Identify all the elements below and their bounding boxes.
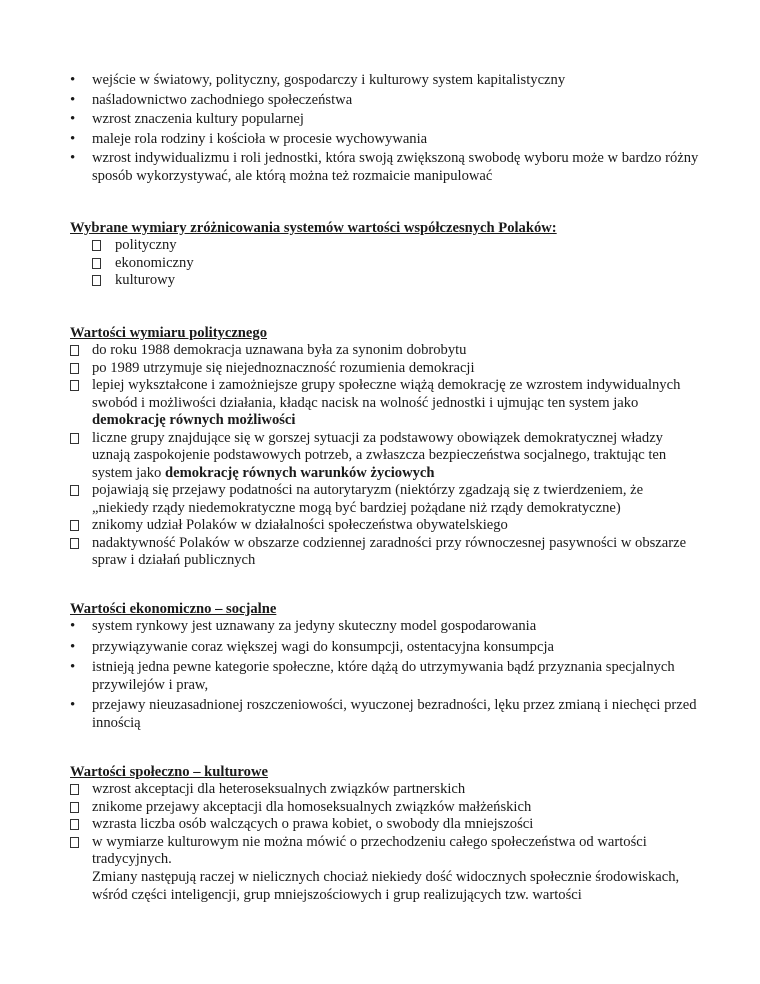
- list-item-text: wzrost indywidualizmu i roli jednostki, która swoją zwiększoną swobodę wyboru może w bardzo różny sposób wykorzystywać, ale którą można też rozmaicie manipulować: [92, 150, 699, 184]
- cultural-heading: Wartości społeczno – kulturowe: [70, 764, 268, 780]
- bullet-dot-icon: •: [70, 618, 76, 634]
- bullet-dot-icon: •: [70, 659, 76, 675]
- bullet-dot-icon: •: [70, 150, 76, 166]
- list-item-text: po 1989 utrzymuje się niejednoznaczność rozumienia demokracji: [92, 359, 475, 376]
- list-item-text: liczne grupy znajdujące się w gorszej sytuacji za podstawowy obowiązek demokratycznej władzy uznają zaspokojenie podstawowych potrzeb, a zwłaszcza bezpieczeństwa socjalnego, traktując ten system jako: [92, 429, 667, 481]
- list-item: [70, 799, 690, 817]
- checkbox-square-icon: [70, 363, 79, 374]
- list-item: [70, 659, 700, 694]
- list-item-text: wejście w światowy, polityczny, gospodarczy i kulturowy system kapitalistyczny: [92, 72, 566, 88]
- list-item: [92, 255, 392, 273]
- list-item: [70, 430, 690, 483]
- list-item-text: przejawy nieuzasadnionej roszczeniowości, wyuczonej bezradności, lęku przez zmianą i niechęci przed innością: [92, 697, 697, 731]
- list-item: [92, 272, 392, 290]
- list-item-text: ekonomiczny: [115, 254, 194, 271]
- list-item-text: kulturowy: [115, 272, 175, 288]
- bullet-dot-icon: •: [70, 91, 76, 108]
- list-item-text: pojawiają się przejawy podatności na autorytaryzm (niektórzy zgadzają się z twierdzeniem, że „niekiedy rządy niedemokratyczne mogą być bardziej pożądane niż rządy demokratyczne): [92, 482, 644, 516]
- economic-heading: Wartości ekonomiczno – socjalne: [70, 601, 277, 617]
- list-item: [70, 72, 700, 90]
- list-item-text: maleje rola rodziny i kościoła w procesie wychowywania: [92, 130, 428, 147]
- list-item: [70, 377, 690, 430]
- checkbox-square-icon: [70, 380, 79, 391]
- checkbox-square-icon: [92, 240, 101, 251]
- intro-list: [70, 72, 700, 185]
- checkbox-square-icon: [70, 784, 79, 795]
- checkbox-square-icon: [70, 802, 79, 813]
- list-item-text: wzrasta liczba osób walczących o prawa kobiet, o swobody dla mniejszości: [92, 816, 534, 832]
- list-item: [70, 697, 700, 732]
- list-item-bold-term: demokrację równych warunków życiowych: [164, 464, 435, 481]
- list-item-text: wzrost akceptacji dla heteroseksualnych związków partnerskich: [92, 781, 466, 797]
- list-item: [70, 131, 700, 149]
- list-item-text: istnieją jedna pewne kategorie społeczne, które dążą do utrzymywania bądź przyznania specjalnych przywilejów i praw,: [92, 659, 675, 693]
- list-item: [70, 639, 700, 657]
- list-item-text: system rynkowy jest uznawany za jedyny skuteczny model gospodarowania: [92, 618, 537, 634]
- checkbox-square-icon: [70, 485, 79, 496]
- list-item-text: znikome przejawy akceptacji dla homoseksualnych związków małżeńskich: [92, 798, 532, 815]
- list-item: [70, 618, 700, 636]
- bullet-dot-icon: •: [70, 72, 76, 88]
- list-item-text: wzrost znaczenia kultury popularnej: [92, 111, 304, 127]
- list-item-text: naśladownictwo zachodniego społeczeństwa: [92, 91, 353, 108]
- list-item: [70, 517, 690, 535]
- economic-list: [70, 618, 700, 732]
- bullet-dot-icon: •: [70, 638, 76, 655]
- list-item: [70, 816, 690, 834]
- checkbox-square-icon: [70, 819, 79, 830]
- list-item: [70, 482, 690, 517]
- list-item: [70, 111, 700, 129]
- cultural-list: [70, 781, 690, 869]
- checkbox-square-icon: [70, 520, 79, 531]
- list-item: [70, 360, 690, 378]
- list-item-text: polityczny: [115, 237, 177, 253]
- list-item: [70, 150, 700, 185]
- checkbox-square-icon: [70, 433, 79, 444]
- list-item-text: w wymiarze kulturowym nie można mówić o przechodzeniu całego społeczeństwa od wartości tradycyjnych.: [92, 833, 647, 867]
- dimensions-list: [92, 237, 392, 290]
- cultural-continuation-paragraph: Zmiany następują raczej w nielicznych chociaż niekiedy dość widocznych społecznie środowiskach, wśród części inteligencji, grup mniejszościowych i grup realizujących tzw. wartości: [92, 869, 680, 903]
- list-item-text: przywiązywanie coraz większej wagi do konsumpcji, ostentacyjna konsumpcja: [92, 638, 554, 655]
- list-item: [70, 535, 690, 570]
- list-item-text: znikomy udział Polaków w działalności społeczeństwa obywatelskiego: [92, 517, 508, 533]
- political-heading: Wartości wymiaru politycznego: [70, 325, 267, 341]
- checkbox-square-icon: [70, 538, 79, 549]
- list-item: [70, 781, 690, 799]
- checkbox-square-icon: [70, 837, 79, 848]
- bullet-dot-icon: •: [70, 130, 76, 147]
- list-item-text: do roku 1988 demokracja uznawana była za synonim dobrobytu: [92, 342, 467, 358]
- list-item-text: lepiej wykształcone i zamożniejsze grupy społeczne wiążą demokrację ze wzrostem indywidualnych swobód i możliwości działania, kładąc nacisk na wolność jednostki i ujmując ten system jako: [92, 377, 681, 411]
- political-list: [70, 342, 690, 570]
- list-item: [92, 237, 392, 255]
- checkbox-square-icon: [70, 345, 79, 356]
- list-item: [70, 342, 690, 360]
- bullet-dot-icon: •: [70, 697, 76, 713]
- dimensions-heading: Wybrane wymiary zróżnicowania systemów wartości współczesnych Polaków:: [70, 220, 557, 236]
- list-item-text: nadaktywność Polaków w obszarze codziennej zaradności przy równoczesnej pasywności w obszarze spraw i działań publicznych: [92, 534, 687, 568]
- checkbox-square-icon: [92, 275, 101, 286]
- list-item-bold-term: demokrację równych możliwości: [92, 412, 296, 428]
- list-item: [70, 92, 700, 110]
- bullet-dot-icon: •: [70, 111, 76, 127]
- checkbox-square-icon: [92, 258, 101, 269]
- list-item: [70, 834, 690, 869]
